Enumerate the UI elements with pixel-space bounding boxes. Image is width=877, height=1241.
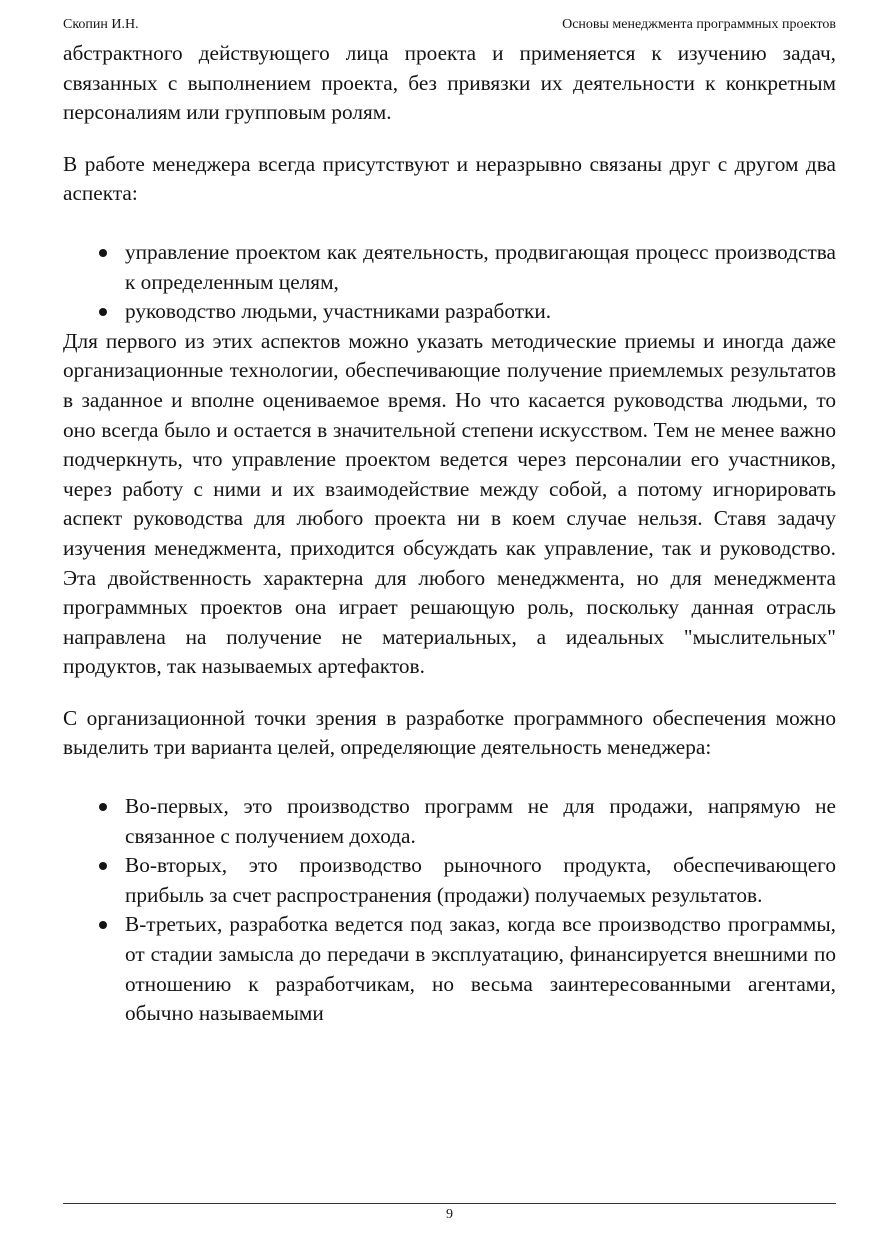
list-item: управление проектом как деятельность, продвигающая процесс производства к определенным целям, xyxy=(63,238,836,297)
paragraph-aspects-discussion: Для первого из этих аспектов можно указать методические приемы и иногда даже организационные технологии, обеспечивающие получение приемлемых результатов в заданное и вполне оцениваемое время. Но что касается руководства людьми, то оно всегда было и остается в значительной степени искусством. Тем не менее важно подчеркнуть, что управление проектом ведется через персоналии его участников, через работу с ними и их взаимодействие между собой, а потому игнорировать аспект руководства для любого проекта ни в коем случае нельзя. Ставя задачу изучения менеджмента, приходится обсуждать как управление, так и руководство. Эта двойственность характерна для любого менеджмента, но для менеджмента программных проектов она играет решающую роль, поскольку данная отрасль направлена на получение не материальных, а идеальных "мыслительных" продуктов, так называемых артефактов. xyxy=(63,328,836,679)
aspects-list xyxy=(63,238,836,327)
list-item: В-третьих, разработка ведется под заказ, когда все производство программы, от стадии замысла до передачи в эксплуатацию, финансируется внешними по отношению к разработчикам, но весьма заинтересованными агентами, обычно называемыми xyxy=(63,910,836,1028)
header-author: Скопин И.Н. xyxy=(63,17,139,32)
paragraph-aspects-intro: В работе менеджера всегда присутствуют и неразрывно связаны друг с другом два аспекта: xyxy=(63,151,836,206)
goals-list xyxy=(63,792,836,1029)
paragraph-goals-intro: С организационной точки зрения в разработке программного обеспечения можно выделить три варианта целей, определяющие деятельность менеджера: xyxy=(63,705,836,760)
footer-divider xyxy=(63,1203,836,1204)
list-item: Во-первых, это производство программ не для продажи, напрямую не связанное с получением дохода. xyxy=(63,792,836,851)
paragraph-continuation: абстрактного действующего лица проекта и применяется к изучению задач, связанных с выполнением проекта, без привязки их деятельности к конкретным персоналиям или групповым ролям. xyxy=(63,41,836,125)
page-body xyxy=(63,39,836,1029)
list-item: Во-вторых, это производство рыночного продукта, обеспечивающего прибыль за счет распространения (продажи) получаемых результатов. xyxy=(63,851,836,910)
header-title: Основы менеджмента программных проектов xyxy=(562,17,836,32)
list-item: руководство людьми, участниками разработки. xyxy=(63,297,836,327)
page-header xyxy=(63,15,836,35)
page-number: 9 xyxy=(446,1207,453,1222)
